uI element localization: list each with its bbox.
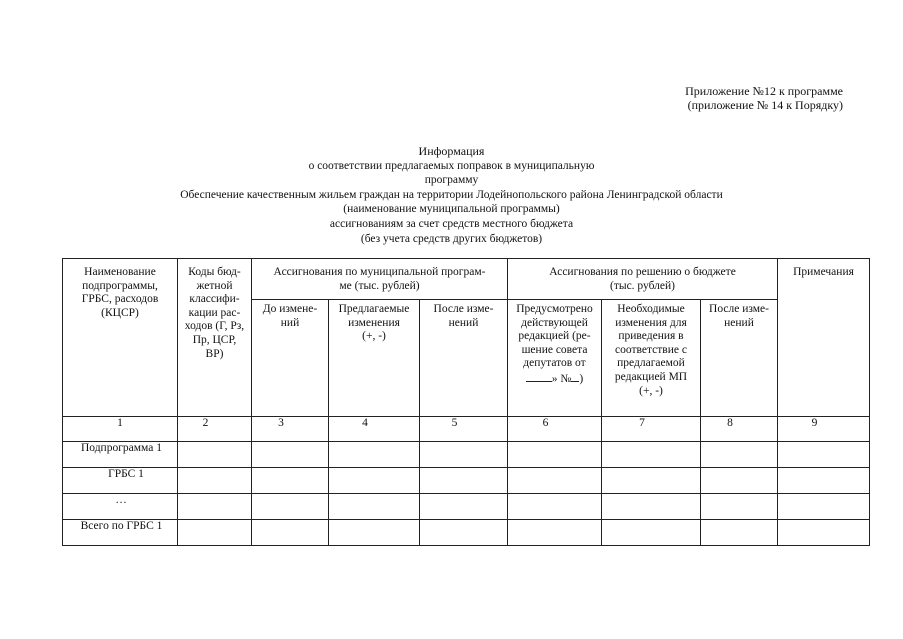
table-cell: [329, 442, 420, 468]
table-cell: [508, 520, 602, 546]
funding-line: ассигнованиям за счет средств местного бюджета: [329, 217, 574, 230]
table-cell: [778, 442, 870, 468]
table-cell: [778, 494, 870, 520]
row-label: Подпрограмма 1: [63, 442, 178, 468]
program-caption: (наименование муниципальной программы): [343, 203, 560, 216]
row-label: ГРБС 1: [63, 468, 178, 494]
table-cell: [701, 468, 778, 494]
appendix-line-2: (приложение № 14 к Порядку): [687, 98, 843, 112]
table-cell: [602, 468, 701, 494]
funding-note: (без учета средств других бюджетов): [360, 232, 543, 245]
table-cell: [602, 494, 701, 520]
table-cell: [252, 442, 329, 468]
table-cell: [508, 468, 602, 494]
heading-line-1: о соответствии предлагаемых поправок в муниципальную: [308, 159, 595, 172]
appendix-line-1: Приложение №12 к программе: [685, 84, 843, 98]
header-budget-allocations: Ассигнования по решению о бюджете (тыс. рублей): [508, 259, 778, 300]
row-label: ...: [63, 494, 178, 520]
table-cell: [701, 520, 778, 546]
table-cell: [178, 442, 252, 468]
table-cell: [420, 442, 508, 468]
table-cell: [602, 520, 701, 546]
budget-table: [62, 258, 870, 546]
table-cell: [602, 442, 701, 468]
table-cell: [178, 494, 252, 520]
column-number: 3: [252, 417, 329, 442]
column-number: 9: [778, 417, 870, 442]
column-number: 1: [63, 417, 178, 442]
table-cell: [329, 520, 420, 546]
header-required-changes: Необходимые изменения для приведения в соответствие с предлагаемой редакцией МП (+, -): [602, 300, 701, 417]
table-row: [63, 494, 870, 520]
table-cell: [701, 442, 778, 468]
table-cell: [778, 520, 870, 546]
column-number: 5: [420, 417, 508, 442]
table-cell: [508, 442, 602, 468]
appendix-reference: [685, 84, 843, 112]
header-before-changes: До измене- ний: [252, 300, 329, 417]
column-number: 7: [602, 417, 701, 442]
program-name: Обеспечение качественным жильем граждан на территории Лодейнопольского района Ленинградской области: [180, 188, 723, 201]
table-cell: [329, 468, 420, 494]
heading-line-2: программу: [424, 174, 479, 187]
column-number: 6: [508, 417, 602, 442]
table-cell: [252, 468, 329, 494]
header-program-allocations: Ассигнования по муниципальной програм- ме (тыс. рублей): [252, 259, 508, 300]
table-row: [63, 442, 870, 468]
table-row: [63, 468, 870, 494]
table-cell: [508, 494, 602, 520]
header-notes-column: Примечания: [778, 259, 870, 417]
header-current-edition: Предусмотрено действующей редакцией (ре- шение совета депутатов от » № ): [508, 300, 602, 417]
header-name-column: Наименование подпрограммы, ГРБС, расходов (КЦСР): [63, 259, 178, 417]
header-codes-column: Коды бюд- жетной классифи- кации рас- ходов (Г, Рз, Пр, ЦСР, ВР): [178, 259, 252, 417]
column-number: 4: [329, 417, 420, 442]
column-numbers-row: [63, 417, 870, 442]
table-cell: [252, 494, 329, 520]
table-cell: [178, 468, 252, 494]
header-after-changes: После изме- нений: [420, 300, 508, 417]
column-number: 2: [178, 417, 252, 442]
table-cell: [420, 520, 508, 546]
document-heading: [0, 144, 903, 246]
header-proposed-changes: Предлагаемые изменения (+, -): [329, 300, 420, 417]
table-cell: [252, 520, 329, 546]
table-cell: [778, 468, 870, 494]
table-cell: [420, 494, 508, 520]
table-cell: [329, 494, 420, 520]
table-cell: [701, 494, 778, 520]
row-label: Всего по ГРБС 1: [63, 520, 178, 546]
document-title: Информация: [418, 144, 485, 158]
table-row: [63, 520, 870, 546]
table-cell: [420, 468, 508, 494]
table-cell: [178, 520, 252, 546]
column-number: 8: [701, 417, 778, 442]
header-budget-after-changes: После изме- нений: [701, 300, 778, 417]
